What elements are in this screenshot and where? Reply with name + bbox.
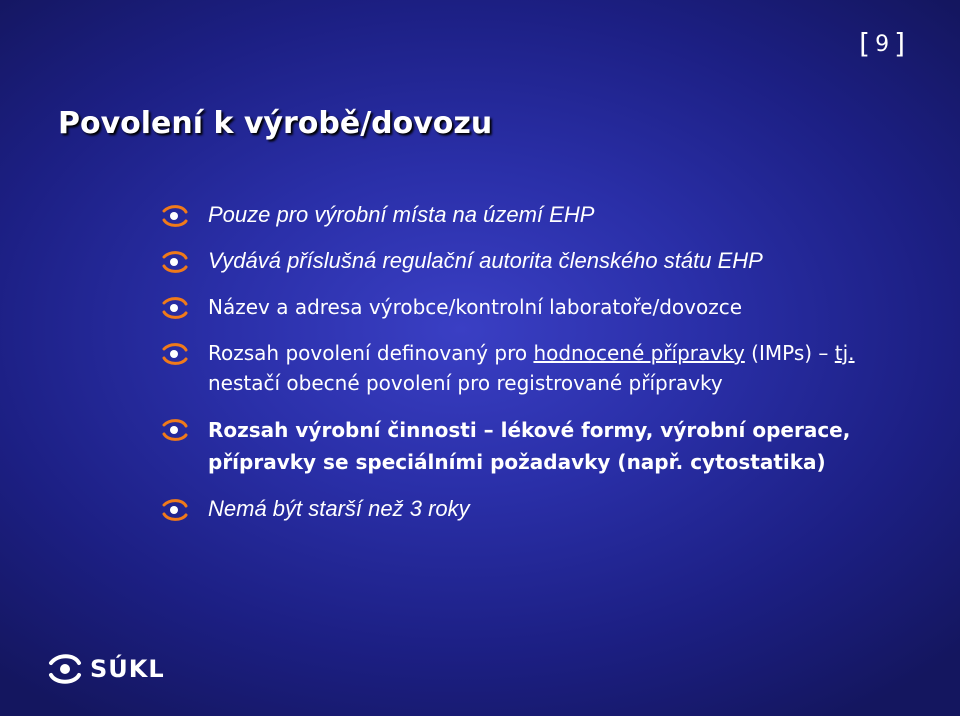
page-number-value: 9	[875, 32, 891, 57]
bullet-text	[208, 338, 892, 398]
bullet-text-part: (IMPs) –	[744, 341, 835, 365]
bullet-text: Vydává příslušná regulační autorita členského státu EHP	[208, 248, 763, 273]
bullet-item	[162, 200, 892, 230]
bullet-item	[162, 494, 892, 524]
logo-text: SÚKL	[90, 655, 165, 683]
bullet-item	[162, 338, 892, 398]
bullet-list	[162, 200, 892, 536]
bullet-text: Název a adresa výrobce/kontrolní laboratoře/dovozce	[208, 295, 743, 319]
sukl-swirl-icon	[162, 418, 188, 442]
bullet-text-part: Rozsah povolení definovaný pro	[208, 341, 534, 365]
page-number: [ 9 ]	[859, 27, 906, 60]
bullet-text-part: nestačí obecné povolení pro registrované přípravky	[208, 371, 723, 395]
sukl-swirl-icon	[162, 250, 188, 274]
bullet-text: Rozsah výrobní činnosti – lékové formy, výrobní operace, přípravky se speciálními požadavky (např. cytostatika)	[208, 418, 851, 474]
bullet-item	[162, 292, 892, 322]
bullet-text: Nemá být starší než 3 roky	[208, 496, 470, 521]
underlined-term: tj.	[834, 341, 855, 365]
sukl-logo-icon	[48, 652, 82, 686]
bullet-text: Pouze pro výrobní místa na území EHP	[208, 202, 595, 227]
bullet-item	[162, 414, 892, 478]
bullet-item	[162, 246, 892, 276]
sukl-swirl-icon	[162, 296, 188, 320]
slide-title: Povolení k výrobě/dovozu	[58, 106, 493, 141]
sukl-swirl-icon	[162, 204, 188, 228]
sukl-swirl-icon	[162, 498, 188, 522]
sukl-swirl-icon	[162, 342, 188, 366]
sukl-logo	[48, 652, 165, 686]
underlined-term: hodnocené přípravky	[533, 341, 745, 365]
